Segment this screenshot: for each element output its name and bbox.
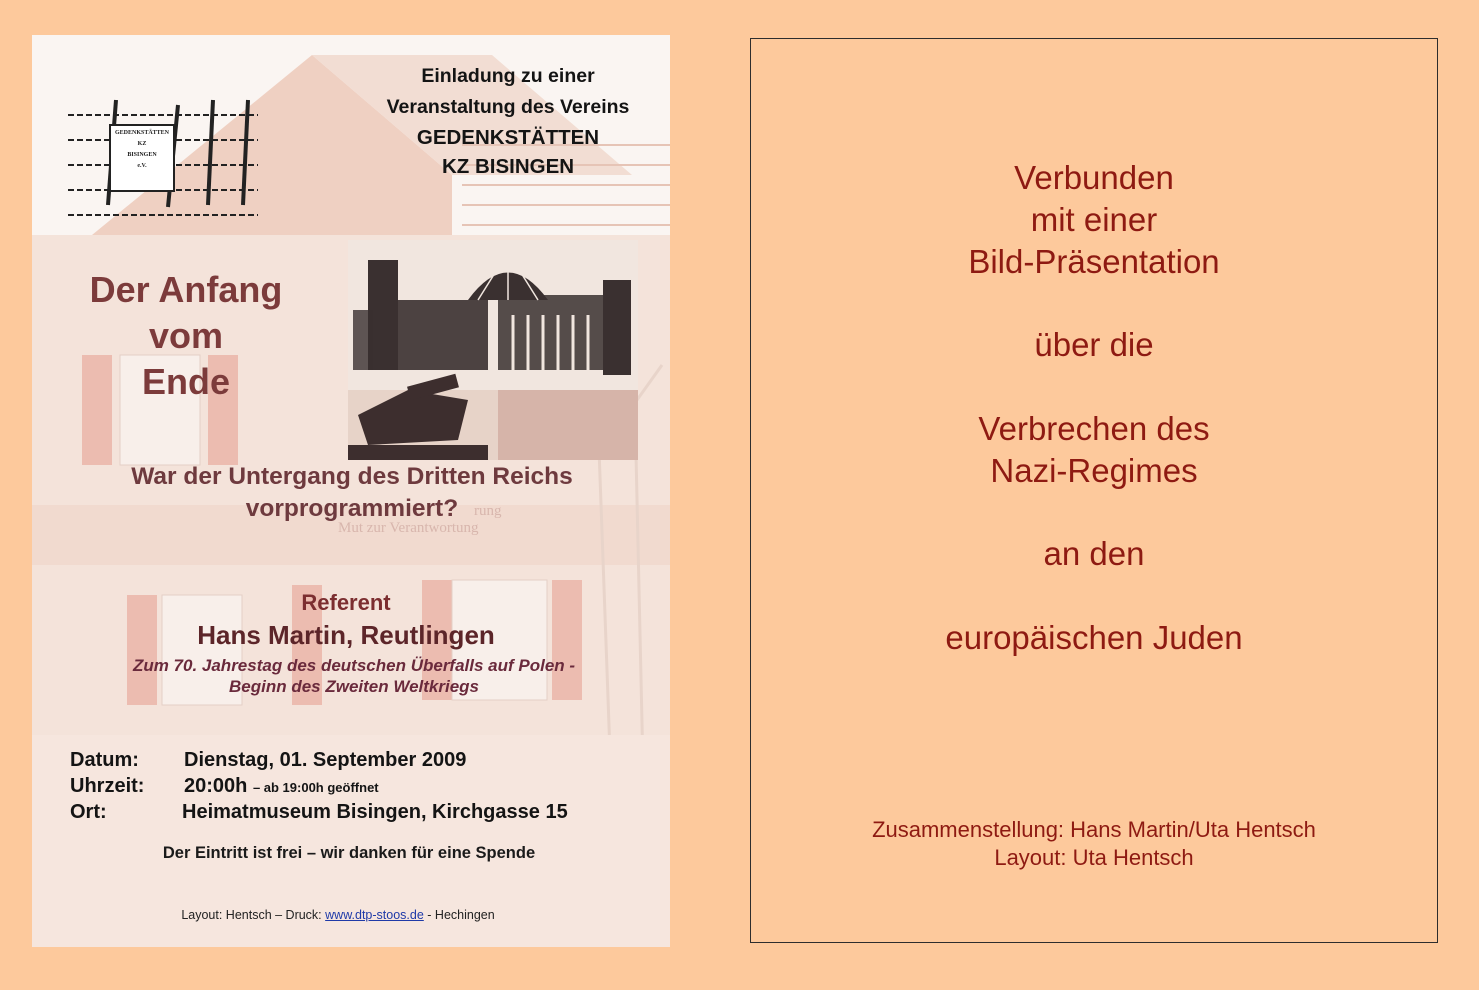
- logo-line: KZ: [137, 141, 147, 147]
- logo-caption: [110, 128, 174, 172]
- organization-name: KZ BISINGEN: [441, 155, 575, 178]
- panel-credit-line: Zusammenstellung: Hans Martin/Uta Hentsch: [872, 817, 1316, 842]
- occasion-line: Zum 70. Jahrestag des deutschen Überfalls auf Polen -: [132, 656, 576, 675]
- faded-line: rung: [474, 503, 502, 519]
- printer-website-link[interactable]: www.dtp-stoos.de: [325, 908, 424, 922]
- time-note: – ab 19:00h geöffnet: [252, 780, 379, 795]
- reichstag-ruin-photo: [348, 240, 638, 460]
- question-line: War der Untergang des Dritten Reichs: [131, 463, 573, 490]
- title-line: Der Anfang: [89, 269, 283, 310]
- invitation-header: [358, 61, 658, 181]
- credit-suffix: - Hechingen: [423, 908, 495, 922]
- question-line: vorprogrammiert?: [245, 495, 459, 522]
- panel-line: mit einer: [1030, 201, 1158, 238]
- panel-line: Nazi-Regimes: [990, 452, 1198, 489]
- panel-credit-line: Layout: Uta Hentsch: [994, 845, 1194, 870]
- panel-line: an den: [1043, 535, 1145, 572]
- entry-note: Der Eintritt ist frei – wir danken für eine Spende: [162, 844, 536, 862]
- logo-line: GEDENKSTÄTTEN: [114, 130, 169, 136]
- event-poster: [32, 35, 670, 947]
- date-value: Dienstag, 01. September 2009: [184, 749, 467, 771]
- place-value: Heimatmuseum Bisingen, Kirchgasse 15: [182, 801, 568, 823]
- invitation-line: Veranstaltung des Vereins: [386, 96, 630, 118]
- logo-line: e.V.: [137, 163, 147, 169]
- panel-line: Bild-Präsentation: [968, 243, 1220, 280]
- invitation-line: Einladung zu einer: [421, 65, 595, 87]
- organization-name: GEDENKSTÄTTEN: [416, 126, 600, 149]
- time-label: Uhrzeit:: [70, 775, 145, 797]
- place-label: Ort:: [70, 801, 107, 823]
- faded-background-text: [338, 503, 578, 537]
- referent-label: Referent: [301, 590, 391, 615]
- presentation-info-panel: [750, 38, 1438, 943]
- poster-credit: [32, 908, 644, 922]
- logo-line: BISINGEN: [127, 152, 157, 158]
- credit-prefix: Layout: Hentsch – Druck:: [181, 908, 326, 922]
- poster-title: [76, 267, 296, 405]
- faded-line: Mut zur Verantwortung: [338, 520, 479, 536]
- panel-line: europäischen Juden: [945, 619, 1243, 656]
- title-line: Ende: [141, 361, 230, 402]
- occasion-text: [32, 655, 670, 697]
- title-line: vom: [148, 315, 224, 356]
- time-value: 20:00h: [184, 775, 248, 797]
- referent-name: Hans Martin, Reutlingen: [197, 620, 495, 650]
- panel-line: Verbrechen des: [978, 410, 1210, 447]
- panel-line: über die: [1034, 326, 1154, 363]
- occasion-line: Beginn des Zweiten Weltkriegs: [228, 677, 480, 696]
- date-label: Datum:: [70, 749, 139, 771]
- panel-line: Verbunden: [1014, 159, 1174, 196]
